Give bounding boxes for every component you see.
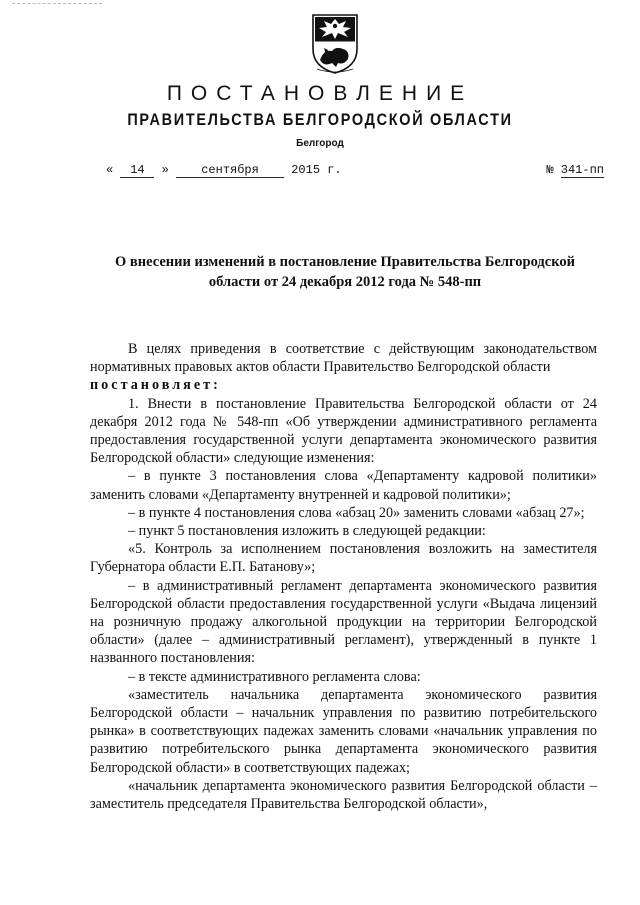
belgorod-coat-of-arms-icon — [310, 13, 360, 75]
document-body — [90, 340, 597, 813]
city-label: Белгород — [296, 138, 344, 149]
resolves-word: постановляет: — [90, 377, 221, 394]
number-value: 341-пп — [560, 163, 604, 177]
scan-artifact-line — [12, 3, 102, 4]
issuing-authority-heading: ПРАВИТЕЛЬСТВА БЕЛГОРОДСКОЙ ОБЛАСТИ — [127, 110, 513, 129]
new-clause-5-text: «5. Контроль за исполнением постановления возложить на заместителя Губернатора области Е.П. Батанову»; — [90, 541, 597, 576]
date-year: 2015 — [291, 163, 321, 177]
number-prefix: № — [546, 163, 554, 177]
date-close-quote: » — [161, 163, 169, 177]
date-day: 14 — [120, 163, 154, 178]
amendment-item-1: – в пункте 3 постановления слова «Департаменту кадровой политики» заменить словами «Департаменту внутренней и кадровой политики»; — [90, 468, 597, 503]
preamble-paragraph: В целях приведения в соответствие с действующим законодательством нормативных правовых актов области Правительство Белгородской области — [90, 341, 597, 376]
date-year-suffix: г. — [327, 163, 342, 177]
amendment-item-4: – в административный регламент департамента экономического развития Белгородской области предоставления государственной услуги «Выдача лицензий на розничную продажу алкогольной продукции на территории Белгородской области» (далее – административный регламент), утвержденный в пункте 1 названного постановления: — [90, 577, 597, 667]
replacement-paragraph-2: «начальник департамента экономического развития Белгородской области – заместитель председателя Правительства Белгородской области», — [90, 777, 597, 813]
document-title: О внесении изменений в постановление Правительства Белгородской области от 24 декабря 2012 года № 548-пп — [115, 254, 575, 290]
date-month: сентября — [176, 163, 284, 178]
document-number — [546, 163, 604, 177]
resolves-label — [90, 376, 597, 394]
date-open-quote: « — [106, 163, 114, 177]
replacement-paragraph-1: «заместитель начальника департамента экономического развития Белгородской области – начальник управления по развитию потребительского рынка» в соответствующих падежах заменить словами «начальник управления по развитию потребительского рынка департамента экономического развития Белгородской области» в соответствующих падежах; — [90, 686, 597, 776]
amendment-subitem-1: – в тексте административного регламента слова: — [128, 668, 421, 685]
document-date — [106, 163, 342, 178]
document-type-heading: ПОСТАНОВЛЕНИЕ — [166, 82, 474, 105]
clause-1-paragraph: 1. Внести в постановление Правительства Белгородской области от 24 декабря 2012 года № 548-пп «Об утверждении административного регламента предоставления государственной услуги департамента экономического развития Белгородской области» следующие изменения: — [90, 395, 597, 467]
amendment-item-2: – в пункте 4 постановления слова «абзац 20» заменить словами «абзац 27»; — [128, 504, 585, 521]
amendment-item-3: – пункт 5 постановления изложить в следующей редакции: — [128, 523, 486, 540]
